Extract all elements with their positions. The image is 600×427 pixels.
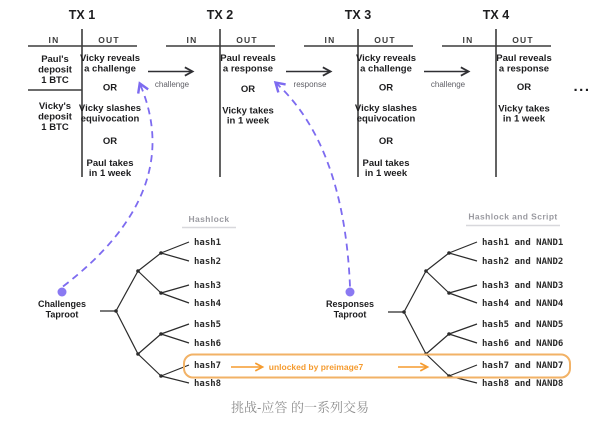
responses-taproot-dot <box>346 288 355 297</box>
tree-leaf: hash6 <box>194 339 222 349</box>
out-line: Vicky takes <box>498 103 550 115</box>
tx3-title: TX 3 <box>344 8 372 22</box>
tx-table-4 <box>442 8 552 177</box>
out-line: equivocation <box>356 113 416 125</box>
more-transactions-ellipsis: ... <box>573 78 591 95</box>
caption: 挑战-应答 的一系列交易 <box>231 400 369 415</box>
out-line: a challenge <box>360 63 412 75</box>
responses-taproot-label: Responses <box>325 299 375 309</box>
in-cell-line: 1 BTC <box>41 75 69 86</box>
tx-table-1 <box>28 8 141 179</box>
flow-arrow-label: challenge <box>430 80 466 89</box>
unlocked-by-preimage7-label: unlocked by preimage7 <box>268 362 364 372</box>
out-line: in 1 week <box>88 168 132 179</box>
hashlock-header: Hashlock <box>188 214 230 224</box>
responses-taproot-label: Taproot <box>333 309 367 320</box>
tx3-out-column-label: OUT <box>374 35 396 45</box>
tx4-in-column-label: IN <box>462 35 474 45</box>
tx2-title: TX 2 <box>206 8 234 22</box>
out-line: a response <box>498 63 550 75</box>
out-line: equivocation <box>80 113 140 125</box>
tx4-title: TX 4 <box>482 8 510 22</box>
out-line: OR <box>378 82 394 94</box>
tx-table-2 <box>166 8 276 177</box>
tree-leaf: hash7 and NAND7 <box>482 361 564 371</box>
tree-leaf: hash7 <box>194 361 222 371</box>
challenges-taproot-label: Taproot <box>45 309 79 320</box>
tx1-out-cell <box>79 53 141 179</box>
out-line: Vicky takes <box>222 105 274 117</box>
flow-arrow-2 <box>286 72 330 90</box>
tree-leaf: hash3 and NAND3 <box>482 281 564 291</box>
tx3-out-cell <box>355 53 417 179</box>
flow-arrow-label: challenge <box>154 80 190 89</box>
tree-leaf: hash1 and NAND1 <box>482 238 564 248</box>
out-line: in 1 week <box>226 115 270 127</box>
tree-leaf: hash4 <box>194 299 222 309</box>
tx2-out-column-label: OUT <box>236 35 258 45</box>
tx1-in-cell-1 <box>38 54 73 86</box>
out-line: a response <box>222 63 274 75</box>
tree-branches <box>388 242 477 383</box>
flow-arrow-3 <box>424 72 468 90</box>
tree-leaf: hash3 <box>194 281 222 291</box>
response-reveal-curve-arrow <box>276 83 350 287</box>
challenges-taproot-label: Challenges <box>37 299 87 309</box>
out-line: OR <box>240 84 256 95</box>
challenges-taproot-dot <box>58 288 67 297</box>
challenges-taproot-tree <box>38 214 236 389</box>
tree-leaf: hash1 <box>194 238 222 248</box>
tree-leaf: hash6 and NAND6 <box>482 339 564 349</box>
out-line: a challenge <box>84 63 136 75</box>
tx4-out-column-label: OUT <box>512 35 534 45</box>
tx1-out-column-label: OUT <box>98 35 120 45</box>
out-line: Vicky slashes <box>78 103 142 114</box>
out-line: OR <box>378 136 394 147</box>
hashlock-and-script-header: Hashlock and Script <box>468 211 558 222</box>
out-line: Vicky slashes <box>354 103 418 114</box>
tx1-title: TX 1 <box>68 8 96 22</box>
tx1-in-column-label: IN <box>48 35 60 45</box>
out-line: in 1 week <box>502 113 546 125</box>
flow-arrow-label: response <box>293 80 327 89</box>
tree-leaf: hash4 and NAND4 <box>482 299 564 309</box>
tree-leaf: hash2 <box>194 257 222 267</box>
out-line: in 1 week <box>364 168 408 179</box>
out-line: OR <box>102 136 118 147</box>
in-cell-line: Vicky's <box>38 101 72 112</box>
tx2-out-cell <box>220 53 275 127</box>
out-line: Vicky reveals <box>355 53 417 64</box>
tx3-in-column-label: IN <box>324 35 336 45</box>
tree-leaf: hash5 <box>194 320 222 330</box>
tx-table-3 <box>304 8 417 179</box>
out-line: Paul reveals <box>496 53 552 64</box>
out-line: Paul takes <box>362 158 410 169</box>
tree-node-markers <box>402 251 451 378</box>
tx1-in-cell-2 <box>38 101 73 133</box>
out-line: OR <box>516 82 532 93</box>
in-cell-line: deposit <box>38 64 72 76</box>
flow-arrow-1 <box>148 72 192 90</box>
tx2-in-column-label: IN <box>186 35 198 45</box>
out-line: Paul reveals <box>220 53 276 64</box>
tree-leaf: hash8 <box>194 379 222 389</box>
tree-node-markers <box>114 251 163 378</box>
tx4-out-cell <box>496 53 551 125</box>
tree-leaf: hash2 and NAND2 <box>482 257 564 267</box>
tree-branches <box>100 242 189 383</box>
in-cell-line: deposit <box>38 111 72 123</box>
tree-leaf: hash5 and NAND5 <box>482 320 564 330</box>
out-line: Vicky reveals <box>79 53 141 64</box>
tree-leaf: hash8 and NAND8 <box>482 379 564 389</box>
in-cell-line: Paul's <box>41 54 69 65</box>
out-line: OR <box>102 82 118 94</box>
in-cell-line: 1 BTC <box>41 122 69 133</box>
out-line: Paul takes <box>86 158 134 169</box>
